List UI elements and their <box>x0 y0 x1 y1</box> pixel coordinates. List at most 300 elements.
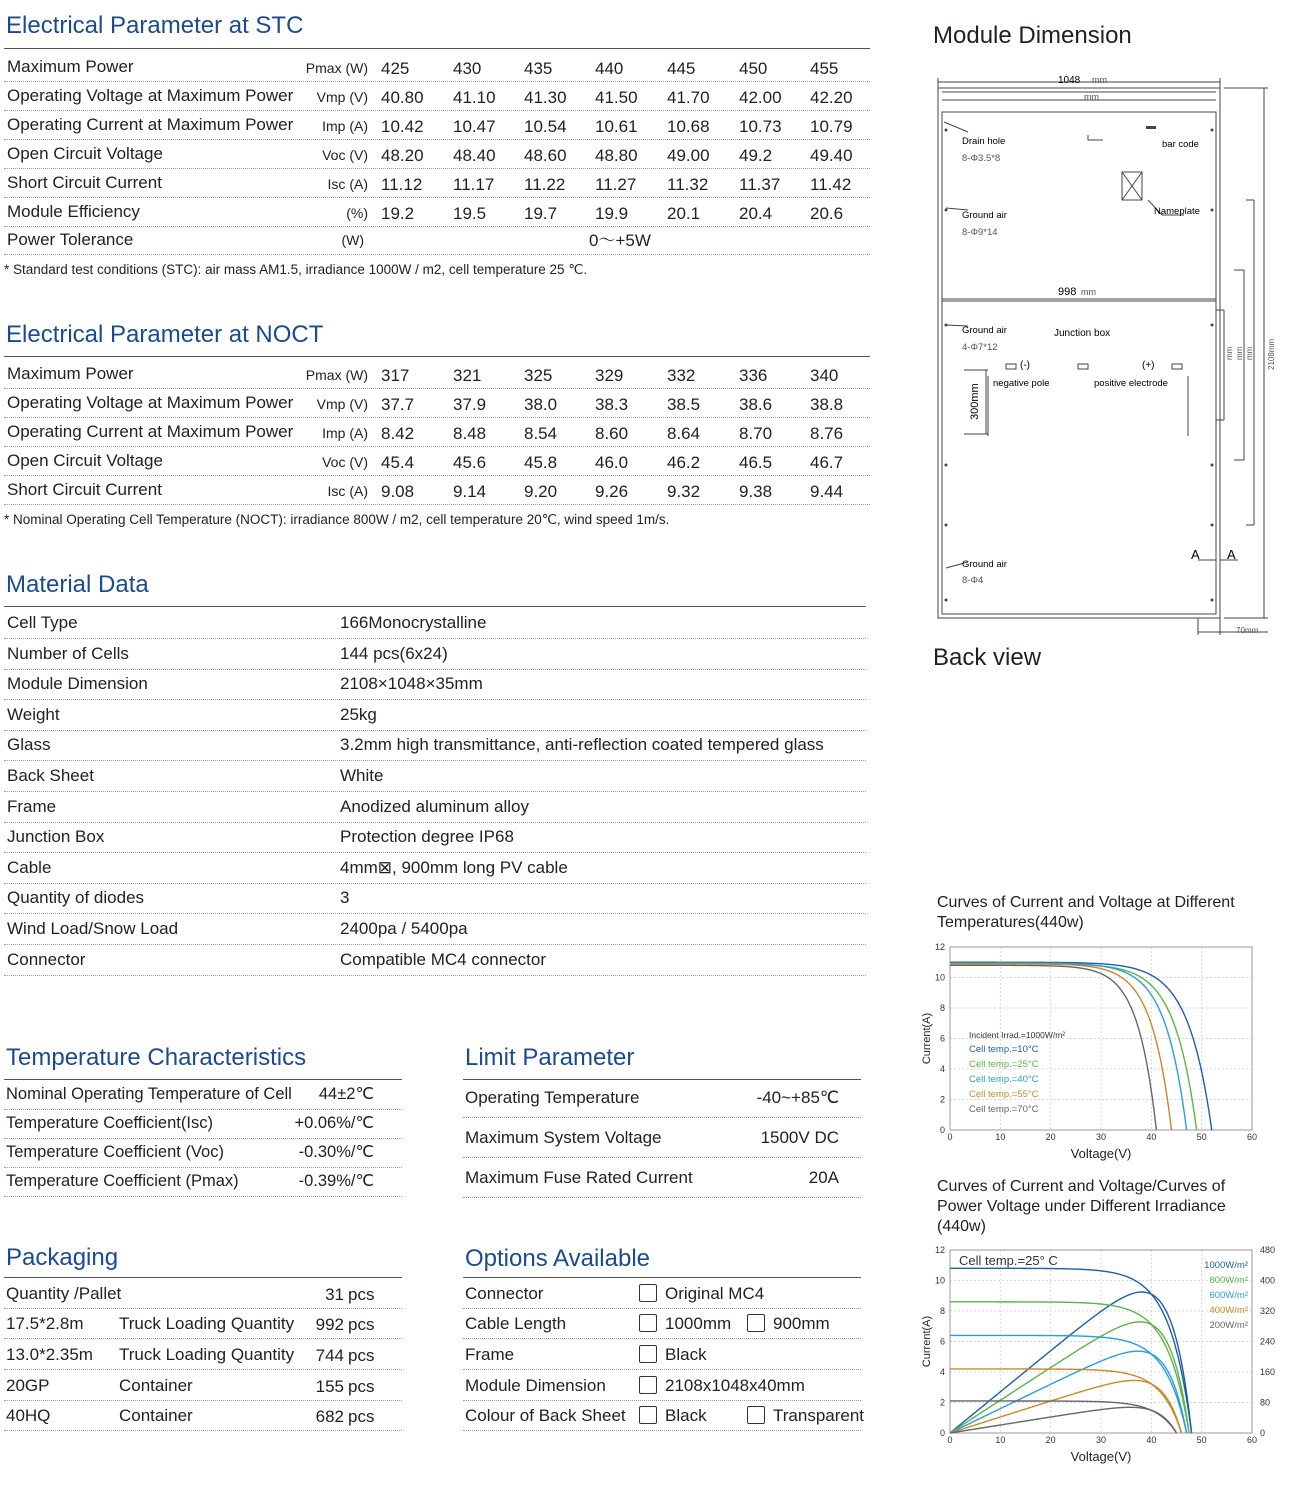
noct-row-value: 46.0 <box>595 453 629 472</box>
stc-row-unit: Imp (A) <box>322 118 368 134</box>
y2-tick-label: 400 <box>1260 1275 1276 1286</box>
limit-row <box>463 1082 861 1118</box>
y-axis-label: Current(A) <box>921 1315 933 1368</box>
noct-row-value: 38.3 <box>595 395 629 414</box>
x-tick-label: 0 <box>947 1435 953 1445</box>
packaging-row-value: 155 <box>315 1377 344 1396</box>
legend-entry: Cell temp.=25°C <box>969 1059 1039 1070</box>
material-row <box>4 762 866 792</box>
option-checkbox[interactable] <box>639 1406 657 1424</box>
noct-row <box>4 389 870 418</box>
stc-row-value: 435 <box>524 59 553 78</box>
stc-tolerance-unit: (W) <box>341 232 364 248</box>
dim-1048-unit: mm <box>1092 75 1107 85</box>
option-checkbox[interactable] <box>639 1376 657 1394</box>
x-tick-label: 30 <box>1095 1435 1107 1445</box>
y-tick-label: 10 <box>934 1275 945 1286</box>
material-row-label: Wind Load/Snow Load <box>7 919 179 938</box>
limit-row <box>463 1122 861 1158</box>
material-row-value: 3.2mm high transmittance, anti-reflection coated tempered glass <box>340 735 824 755</box>
stc-row-value: 41.70 <box>667 88 710 107</box>
noct-row <box>4 447 870 476</box>
options-row <box>463 1371 861 1401</box>
dim-70-label: 70mm <box>1236 626 1259 635</box>
limit-rule <box>463 1079 861 1080</box>
stc-note: * Standard test conditions (STC): air mass AM1.5, irradiance 1000W / m2, cell temperature 25 ℃. <box>4 262 588 277</box>
x-tick-label: 20 <box>1045 1132 1056 1142</box>
packaging-row-unit: pcs <box>348 1346 375 1365</box>
stc-row-value: 11.37 <box>739 175 781 194</box>
dim-mm-b: mm <box>1235 346 1244 360</box>
option-choice-label: Black <box>665 1345 707 1364</box>
legend-entry: 600W/m² <box>1209 1290 1248 1301</box>
packaging-row-label: 13.0*2.35m <box>6 1345 93 1364</box>
stc-row-value: 19.2 <box>381 204 415 223</box>
temperature-row-value: +0.06%/℃ <box>294 1114 374 1132</box>
temperature-row-value: 44±2℃ <box>318 1085 374 1103</box>
option-checkbox[interactable] <box>639 1284 657 1302</box>
material-row <box>4 731 866 761</box>
dim-inner-unit: mm <box>1084 92 1099 102</box>
x-tick-label: 40 <box>1146 1435 1157 1445</box>
legend-entry: Cell temp.=40°C <box>969 1074 1039 1085</box>
packaging-rule <box>4 1277 402 1278</box>
noct-row-value: 38.8 <box>810 395 844 414</box>
stc-row-value: 10.47 <box>453 117 496 136</box>
dim-300-label: 300mm <box>969 383 981 420</box>
material-row-label: Quantity of diodes <box>7 888 145 908</box>
packaging-row <box>4 1371 402 1401</box>
stc-row-label: Maximum Power <box>7 57 134 76</box>
noct-row-unit: Imp (A) <box>322 425 368 441</box>
option-checkbox[interactable] <box>747 1406 765 1424</box>
stc-title: Electrical Parameter at STC <box>6 12 304 39</box>
ground-air-1-spec: 8-Φ9*14 <box>962 227 998 238</box>
y2-tick-label: 240 <box>1260 1336 1276 1347</box>
noct-title: Electrical Parameter at NOCT <box>6 321 324 348</box>
y-tick-label: 12 <box>934 942 945 952</box>
limit-row-value: -40~+85℃ <box>756 1088 839 1107</box>
y2-tick-label: 80 <box>1260 1397 1271 1408</box>
noct-row-unit: Vmp (V) <box>316 396 368 412</box>
options-row-label: Colour of Back Sheet <box>465 1406 626 1425</box>
options-row <box>463 1340 861 1370</box>
temperature-row-label: Nominal Operating Temperature of Cell <box>6 1085 292 1103</box>
material-row-label: Cell Type <box>7 613 78 632</box>
stc-row <box>4 169 870 198</box>
stc-row <box>4 53 870 82</box>
y-tick-label: 0 <box>939 1428 945 1438</box>
stc-row-value: 41.50 <box>595 88 638 107</box>
stc-row-unit: Pmax (W) <box>305 60 368 76</box>
stc-row-label: Operating Voltage at Maximum Power <box>7 86 294 105</box>
noct-note: * Nominal Operating Cell Temperature (NOCT): irradiance 800W / m2, cell temperature 20℃, wind speed 1m/s. <box>4 512 670 527</box>
stc-row-value: 48.40 <box>453 146 496 165</box>
packaging-row-label: 17.5*2.8m <box>6 1314 84 1333</box>
noct-row-value: 46.7 <box>810 453 844 472</box>
y-tick-label: 6 <box>939 1033 945 1044</box>
packaging-row-value: 992 <box>315 1315 344 1334</box>
noct-rule <box>4 356 870 357</box>
ground-air-2-spec: 4-Φ7*12 <box>962 342 998 353</box>
y-tick-label: 4 <box>939 1064 945 1074</box>
temperature-row <box>4 1110 402 1139</box>
limit-row-value: 1500V DC <box>760 1128 839 1147</box>
x-axis-label: Voltage(V) <box>1070 1449 1132 1464</box>
stc-row-label: Module Efficiency <box>7 202 140 221</box>
x-tick-label: 0 <box>947 1132 953 1142</box>
noct-row-value: 9.14 <box>453 482 487 501</box>
material-row-value: 144 pcs(6x24) <box>340 643 448 663</box>
section-a-right: A <box>1227 547 1236 562</box>
dim-998-unit: mm <box>1081 287 1096 297</box>
limit-row <box>463 1162 861 1198</box>
packaging-row-value: 31 <box>325 1285 344 1304</box>
y-tick-label: 10 <box>934 972 945 983</box>
junction-box-label: Junction box <box>1054 328 1111 339</box>
material-row <box>4 701 866 731</box>
material-row-label: Module Dimension <box>7 674 148 694</box>
limit-row-label: Operating Temperature <box>465 1088 640 1107</box>
packaging-row <box>4 1309 402 1339</box>
legend-header: Incident Irrad.=1000W/m² <box>969 1030 1066 1040</box>
module-dimension-drawing <box>928 70 1278 640</box>
stc-row <box>4 111 870 140</box>
stc-row-value: 440 <box>595 59 624 78</box>
packaging-row-type: Container <box>119 1406 193 1425</box>
material-row <box>4 915 866 945</box>
options-row-label: Connector <box>465 1284 544 1303</box>
material-row <box>4 670 866 700</box>
options-row-label: Frame <box>465 1345 515 1364</box>
stc-row-value: 10.61 <box>595 117 638 136</box>
option-checkbox[interactable] <box>747 1314 765 1332</box>
temperature-row-value: -0.39%/℃ <box>298 1172 374 1190</box>
material-row-label: Connector <box>7 949 86 969</box>
noct-row-value: 9.44 <box>810 482 844 501</box>
material-row <box>4 609 866 639</box>
bar-code-label: bar code <box>1162 139 1199 150</box>
legend-entry: Cell temp.=70°C <box>969 1104 1039 1115</box>
nameplate-label: Nameplate <box>1154 206 1200 217</box>
noct-row-value: 38.0 <box>524 395 558 414</box>
material-row-label: Cable <box>7 857 52 877</box>
x-tick-label: 60 <box>1246 1132 1258 1142</box>
iv-curve-series <box>950 1268 1192 1433</box>
stc-row-unit: Isc (A) <box>327 176 368 192</box>
noct-row-value: 8.70 <box>739 424 773 443</box>
noct-row-value: 329 <box>595 366 624 385</box>
option-choice-label: 2108x1048x40mm <box>665 1376 805 1395</box>
material-row-value: 4mm⊠, 900mm long PV cable <box>340 857 568 877</box>
stc-row-value: 11.27 <box>595 175 637 194</box>
option-checkbox[interactable] <box>639 1314 657 1332</box>
legend-entry: 200W/m² <box>1209 1320 1248 1331</box>
packaging-row-unit: pcs <box>348 1377 375 1396</box>
legend-header: Cell temp.=25° C <box>959 1253 1058 1268</box>
packaging-row-value: 744 <box>315 1346 344 1365</box>
material-row-value: 2108×1048×35mm <box>340 674 483 694</box>
packaging-row-unit: pcs <box>348 1285 375 1304</box>
stc-row <box>4 140 870 169</box>
stc-row-value: 41.10 <box>453 88 496 107</box>
stc-row-value: 48.60 <box>524 146 567 165</box>
limit-row-value: 20A <box>808 1168 839 1187</box>
y-tick-label: 8 <box>939 1003 945 1013</box>
noct-row-value: 38.5 <box>667 395 701 414</box>
iv-curve-series <box>950 1302 1189 1433</box>
option-choice-label: 900mm <box>773 1314 830 1333</box>
options-row <box>463 1401 865 1431</box>
x-tick-label: 20 <box>1045 1435 1056 1445</box>
x-tick-label: 10 <box>995 1132 1006 1142</box>
stc-row-unit: Voc (V) <box>322 147 368 163</box>
options-row-label: Cable Length <box>465 1314 567 1333</box>
y2-tick-label: 0 <box>1260 1428 1266 1438</box>
neg-sign: (-) <box>1020 360 1030 371</box>
noct-row-value: 325 <box>524 366 553 385</box>
temperature-row-value: -0.30%/℃ <box>298 1143 374 1161</box>
noct-row-label: Maximum Power <box>7 364 134 383</box>
negative-pole-label: negative pole <box>993 378 1050 389</box>
material-row-label: Junction Box <box>7 827 105 847</box>
packaging-row <box>4 1401 402 1431</box>
stc-row-value: 11.17 <box>453 175 495 194</box>
material-row <box>4 793 866 823</box>
option-choice-label: 1000mm <box>665 1314 732 1333</box>
packaging-row-unit: pcs <box>348 1315 375 1334</box>
packaging-row-type: Truck Loading Quantity <box>119 1345 295 1364</box>
option-checkbox[interactable] <box>639 1345 657 1363</box>
dim-mm-a: mm <box>1225 346 1234 360</box>
ground-air-2-label: Ground air <box>962 325 1007 336</box>
noct-row-value: 8.54 <box>524 424 558 443</box>
stc-row-value: 41.30 <box>524 88 567 107</box>
material-row <box>4 946 866 976</box>
material-row-label: Weight <box>7 704 60 724</box>
noct-row-value: 9.20 <box>524 482 558 501</box>
noct-row-value: 9.32 <box>667 482 701 501</box>
material-row <box>4 884 866 914</box>
options-row-label: Module Dimension <box>465 1376 606 1395</box>
material-row-value: 2400pa / 5400pa <box>340 919 468 938</box>
stc-row <box>4 198 870 227</box>
material-row-value: 3 <box>340 888 350 908</box>
noct-row-value: 45.6 <box>453 453 487 472</box>
pos-sign: (+) <box>1142 360 1155 371</box>
stc-row-value: 42.20 <box>810 88 853 107</box>
legend-entry: Cell temp.=55°C <box>969 1089 1039 1100</box>
packaging-row-label: 20GP <box>6 1376 50 1395</box>
noct-row-value: 332 <box>667 366 696 385</box>
stc-row-value: 10.42 <box>381 117 424 136</box>
stc-row-value: 445 <box>667 59 696 78</box>
y-tick-label: 0 <box>939 1125 945 1135</box>
stc-rule <box>4 48 870 49</box>
packaging-row-type: Truck Loading Quantity <box>119 1314 295 1333</box>
packaging-row-unit: pcs <box>348 1407 375 1426</box>
noct-row-value: 8.76 <box>810 424 844 443</box>
stc-row-unit: (%) <box>346 205 368 221</box>
noct-row-unit: Voc (V) <box>322 454 368 470</box>
noct-row-value: 37.9 <box>453 395 487 414</box>
chart2-title: Curves of Current and Voltage/Curves of Power Voltage under Different Irradiance (440w) <box>937 1178 1226 1235</box>
packaging-row-label: Quantity /Pallet <box>6 1284 122 1303</box>
chart2-irradiance-iv <box>914 1238 1284 1473</box>
noct-row-value: 38.6 <box>739 395 773 414</box>
options-title: Options Available <box>465 1245 651 1272</box>
y-tick-label: 2 <box>939 1397 945 1408</box>
module-inner-frame <box>942 112 1216 614</box>
option-choice-label: Original MC4 <box>665 1284 765 1303</box>
legend-entry: 400W/m² <box>1209 1305 1248 1316</box>
material-rule <box>4 606 866 607</box>
temperature-row-label: Temperature Coefficient (Pmax) <box>6 1172 239 1190</box>
x-tick-label: 30 <box>1095 1132 1107 1142</box>
material-row <box>4 640 866 670</box>
noct-row-value: 8.64 <box>667 424 701 443</box>
stc-tolerance-value: 0～+5W <box>589 231 651 250</box>
legend-entry: 1000W/m² <box>1204 1260 1248 1271</box>
limit-row-label: Maximum System Voltage <box>465 1128 662 1147</box>
stc-row-value: 430 <box>453 59 482 78</box>
x-tick-label: 40 <box>1146 1132 1157 1142</box>
options-row <box>463 1279 861 1309</box>
stc-row-value: 19.5 <box>453 204 487 223</box>
stc-tolerance-label: Power Tolerance <box>7 230 134 249</box>
x-axis-label: Voltage(V) <box>1070 1146 1132 1161</box>
noct-row-unit: Pmax (W) <box>305 367 368 383</box>
material-row-value: White <box>340 766 384 785</box>
noct-row-value: 9.38 <box>739 482 773 501</box>
stc-row <box>4 82 870 111</box>
y-axis-label: Current(A) <box>921 1012 933 1065</box>
positive-electrode-label: positive electrode <box>1094 378 1168 389</box>
ground-air-3-spec: 8-Φ4 <box>962 575 984 586</box>
noct-row-label: Operating Voltage at Maximum Power <box>7 393 294 412</box>
stc-row-value: 10.73 <box>739 117 782 136</box>
option-choice-label: Black <box>665 1406 707 1425</box>
stc-row-value: 42.00 <box>739 88 782 107</box>
material-title: Material Data <box>6 571 149 598</box>
options-rule <box>463 1277 861 1278</box>
chart1-temperature-iv <box>914 935 1264 1170</box>
legend-entry: 800W/m² <box>1209 1275 1248 1286</box>
stc-row-unit: Vmp (V) <box>316 89 368 105</box>
noct-row <box>4 418 870 447</box>
options-row <box>463 1309 861 1339</box>
packaging-row-label: 40HQ <box>6 1406 51 1425</box>
ground-air-3-label: Ground air <box>962 559 1007 570</box>
packaging-row <box>4 1340 402 1370</box>
stc-row-value: 19.9 <box>595 204 629 223</box>
noct-row-value: 9.08 <box>381 482 415 501</box>
stc-row-value: 20.6 <box>810 204 844 223</box>
dim-2108-label: 2108mm <box>1267 338 1276 370</box>
stc-row-label: Short Circuit Current <box>7 173 162 192</box>
y2-tick-label: 320 <box>1260 1306 1276 1316</box>
dim-998-label: 998 <box>1058 286 1077 298</box>
packaging-row <box>4 1279 402 1309</box>
stc-row-value: 48.20 <box>381 146 424 165</box>
back-view-label: Back view <box>933 644 1042 671</box>
noct-row-unit: Isc (A) <box>327 483 368 499</box>
packaging-row-value: 682 <box>315 1407 344 1426</box>
material-row-value: Compatible MC4 connector <box>340 949 546 969</box>
material-row <box>4 854 866 884</box>
stc-row-value: 11.42 <box>810 175 852 194</box>
section-a-left: A <box>1191 547 1200 562</box>
noct-row-value: 46.2 <box>667 453 701 472</box>
x-tick-label: 10 <box>995 1435 1006 1445</box>
chart1-title: Curves of Current and Voltage at Different Temperatures(440w) <box>937 894 1235 931</box>
noct-row-value: 8.42 <box>381 424 415 443</box>
material-row-label: Back Sheet <box>7 766 94 785</box>
temperature-title: Temperature Characteristics <box>6 1044 307 1071</box>
x-tick-label: 50 <box>1196 1435 1207 1445</box>
noct-row <box>4 476 870 505</box>
material-row-value: 25kg <box>340 704 377 724</box>
y-tick-label: 8 <box>939 1306 945 1316</box>
limit-row-label: Maximum Fuse Rated Current <box>465 1168 693 1187</box>
limit-title: Limit Parameter <box>465 1044 635 1071</box>
stc-row-value: 20.4 <box>739 204 773 223</box>
stc-row-value: 40.80 <box>381 88 424 107</box>
y-tick-label: 2 <box>939 1094 945 1105</box>
material-row-label: Number of Cells <box>7 643 129 663</box>
noct-row-value: 9.26 <box>595 482 629 501</box>
stc-row-value: 49.40 <box>810 146 853 165</box>
packaging-title: Packaging <box>6 1244 119 1271</box>
y2-tick-label: 480 <box>1260 1245 1276 1255</box>
stc-row-label: Open Circuit Voltage <box>7 144 163 163</box>
temperature-row <box>4 1139 402 1168</box>
y-tick-label: 6 <box>939 1336 945 1347</box>
stc-row-value: 455 <box>810 59 839 78</box>
stc-row-value: 450 <box>739 59 768 78</box>
temperature-row-label: Temperature Coefficient (Voc) <box>6 1143 224 1161</box>
stc-row-value: 11.22 <box>524 175 566 194</box>
option-choice-label: Transparent <box>773 1406 865 1425</box>
stc-row-value: 425 <box>381 59 410 78</box>
stc-row-value: 10.54 <box>524 117 567 136</box>
stc-row-value: 20.1 <box>667 204 701 223</box>
material-row-value: Anodized aluminum alloy <box>340 796 529 816</box>
legend-entry: Cell temp.=10°C <box>969 1044 1039 1055</box>
material-row-label: Glass <box>7 735 51 755</box>
x-tick-label: 50 <box>1196 1132 1207 1142</box>
stc-row-value: 10.68 <box>667 117 710 136</box>
stc-row-value: 10.79 <box>810 117 853 136</box>
noct-row-label: Open Circuit Voltage <box>7 451 163 470</box>
stc-row-value: 11.32 <box>667 175 709 194</box>
stc-row-label: Operating Current at Maximum Power <box>7 115 294 134</box>
temperature-row <box>4 1081 402 1110</box>
stc-row-value: 19.7 <box>524 204 558 223</box>
noct-row-value: 340 <box>810 366 839 385</box>
drain-hole-spec: 8-Φ3.5*8 <box>962 153 1001 164</box>
stc-row-value: 49.00 <box>667 146 710 165</box>
dimension-title: Module Dimension <box>933 22 1132 49</box>
x-tick-label: 60 <box>1246 1435 1258 1445</box>
noct-row-value: 45.4 <box>381 453 415 472</box>
noct-row-value: 336 <box>739 366 768 385</box>
noct-row-label: Short Circuit Current <box>7 480 162 499</box>
y2-tick-label: 160 <box>1260 1367 1276 1377</box>
stc-row-value: 48.80 <box>595 146 638 165</box>
temperature-row-label: Temperature Coefficient(Isc) <box>6 1114 213 1132</box>
noct-row-value: 8.60 <box>595 424 629 443</box>
